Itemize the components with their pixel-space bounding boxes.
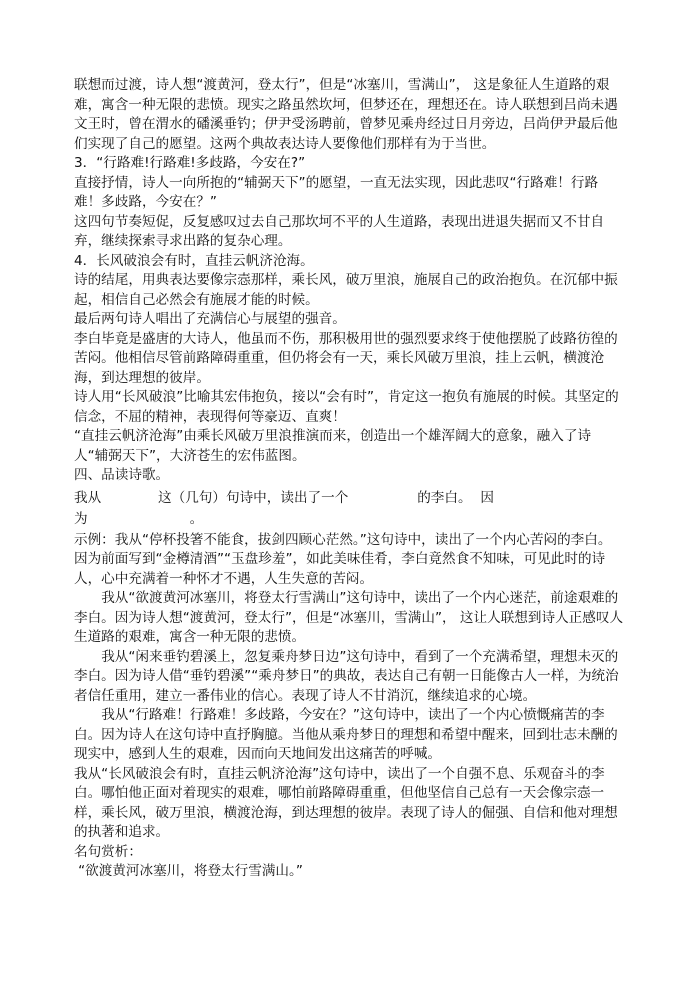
fill-text-b: 这（几句）句诗中，读出了一个 [158,489,349,506]
paragraph-li-bai: 李白毕竟是盛唐的大诗人，他虽而不伤，那积极用世的强烈要求终于使他摆脱了歧路彷徨的苦闷。他相信尽管前路障碍重重，但仍将会有一天，乘长风破万里浪，挂上云帆，横渡沧海，到达理想的彼岸。 [74,330,618,386]
fill-text-a: 我从 [74,489,102,506]
famous-line: “欲渡黄河冰塞川，将登太行雪满山。” [78,863,303,879]
fill-in-template [74,489,624,530]
paragraph-ending: 诗的结尾，用典表达要像宗悫那样，乘长风，破万里浪，施展自己的政治抱负。在沉郁中振起，相信自己必然会有施展才能的时候。 [74,272,618,308]
fill-text-f: 。 [189,511,204,527]
fill-line-2 [74,510,624,530]
paragraph-rhythm: 这四句节奏短促，反复感叹过去自己那坎坷不平的人生道路，表现出进退失据而又不甘自弃，继续探索寻求出路的复杂心理。 [74,213,605,249]
paragraph-last-two-lines: 最后两句诗人唱出了充满信心与展望的强音。 [74,311,346,327]
paragraph-cloud-sail: “直挂云帆济沧海”由乘长风破万里浪推演而来，创造出一个雄浑阔大的意象，融入了诗人“辅弼天下”，大济苍生的宏伟蓝图。 [74,428,592,464]
example-1: 示例：我从“停杯投箸不能食，拔剑四顾心茫然。”这句诗中，读出了一个内心苦闷的李白。因为前面写到“金樽清酒”“玉盘珍羞”，如此美味佳肴，李白竟然食不知味，可见此时的诗人，心中充满着一种怀才不遇，人生失意的苦闷。 [74,531,612,587]
fill-text-c: 的李白。 [417,489,472,506]
example-2: 我从“欲渡黄河冰塞川，将登太行雪满山”这句诗中，读出了一个内心迷茫，前途艰难的李白。因为诗人想“渡黄河，登太行”，但是“冰塞川，雪满山”， 这让人联想到诗人正感叹人生道路的艰难，寓含一种无限的悲愤。 [74,590,624,645]
fill-text-d: 因 [480,489,494,506]
paragraph-metaphor: 诗人用“长风破浪”比喻其宏伟抱负，接以“会有时”，肯定这一抱负有施展的时候。其坚定的信念，不屈的精神，表现得何等豪迈、直爽！ [74,389,619,425]
section-heading-reading: 四、品读诗歌。 [74,467,170,483]
heading-3: 3．“行路难!行路难!多歧路，今安在?” [74,155,306,171]
document-page [74,76,624,882]
paragraph-intro: 联想而过渡，诗人想“渡黄河，登太行”，但是“冰塞川，雪满山”， 这是象征人生道路的艰难，寓含一种无限的悲愤。现实之路虽然坎坷，但梦还在，理想还在。诗人联想到吕尚未遇文王时，曾在渭水的磻溪垂钓；伊尹受汤聘前，曾梦见乘舟经过日月旁边，吕尚伊尹最后他们实现了自己的愿望。这两个典故表达诗人要像他们那样有为于当世。 [74,77,618,152]
example-3: 我从“闲来垂钓碧溪上，忽复乘舟梦日边”这句诗中，看到了一个充满希望，理想未灭的李白。因为诗人借“垂钓碧溪”“乘舟梦日”的典故，表达自己有朝一日能像古人一样，为统治者信任重用，建立一番伟业的信心。表现了诗人不甘消沉，继续追求的心境。 [74,648,619,704]
heading-4: 4．长风破浪会有时，直挂云帆济沧海。 [74,252,314,269]
example-5: 我从“长风破浪会有时，直挂云帆济沧海”这句诗中，读出了一个自强不息、乐观奋斗的李白。哪怕他正面对着现实的艰难，哪怕前路障碍重重，但他坚信自己总有一天会像宗悫一样，乘长风，破万里浪，横渡沧海，到达理想的彼岸。表现了诗人的倔强、自信和他对理想的执著和追求。 [74,765,618,840]
paragraph-direct-lyric: 直接抒情，诗人一向所抱的“辅弼天下”的愿望，一直无法实现，因此悲叹“行路难！行路难！多歧路，今安在？” [74,174,599,210]
fill-line-1 [74,489,494,509]
example-4: 我从“行路难！行路难！多歧路，今安在？”这句诗中，读出了一个内心愤慨痛苦的李白。因为诗人在这句诗中直抒胸臆。当他从乘舟梦日的理想和希望中醒来，回到壮志未酬的现实中，感到人生的艰难，因而向天地间发出这痛苦的呼喊。 [74,707,618,762]
fill-text-e: 为 [74,511,88,527]
famous-heading: 名句赏析： [74,843,142,860]
